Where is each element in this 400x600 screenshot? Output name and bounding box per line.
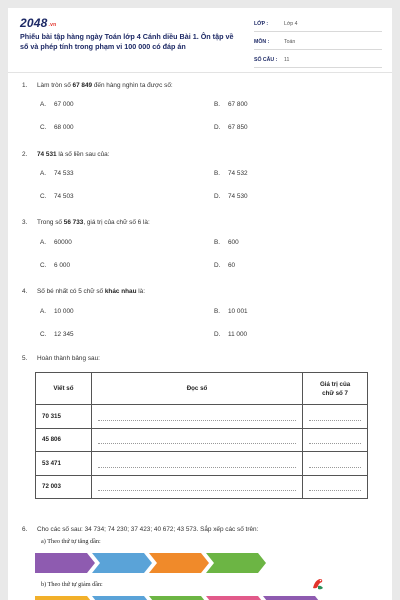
q3-option-b[interactable]: B. 600 [214,239,239,246]
q4-option-d[interactable]: D. 11 000 [214,331,248,338]
table-cell-number: 72 003 [36,475,92,499]
descending-label: b) Theo thứ tự giảm dần: [41,581,103,588]
reading-answer-field[interactable] [91,452,302,476]
question-6-stem: Cho các số sau: 34 734; 74 230; 37 423; 40 672; 43 573. Sắp xếp các số trên: [37,526,259,533]
worksheet-page: 2048.vn Phiếu bài tập hàng ngày Toán lớp 4 Cánh diều Bài 1. Ôn tập về số và phép tính trong phạm vi 100 000 có đáp án LỚP : Lớp 4 MÔN : Toán SỐ CÂU : 11 1. Làm tròn số 67 849 đến hàng nghìn ta được số: A. 67 000 B. 67 800 C. 68 000 D. 67 850 2. 74 531 là số liền sau của: A. 74 533 B. 74 532 C. 74 503 D. 74 530 3. Trong số 56 733, giá trị của chữ số 6 là: A. 60000 B. 600 C. 6 000 D. 60 4. Số bé nhất có 5 chữ số khác nhau là: A. 10 000 B. 10 001 C. 12 345 D. 11 000 5. Hoàn thành bảng sau: Viết số Đọc số Giá trị của chữ số 7 70 315 45 806 53 471 72 003 6. Cho các số sau: 34 734; 74 230; 37 423; 40 672; 43 573. Sắp xếp các số trên: a) Theo thứ tự tăng dần: b) Theo thứ tự giảm dần: [8,8,392,600]
digit-value-answer-field[interactable] [303,475,368,499]
q1-option-a[interactable]: A. 67 000 [40,101,74,108]
reading-answer-field[interactable] [91,405,302,429]
q2-option-c[interactable]: C. 74 503 [40,193,74,200]
question-1-stem: Làm tròn số 67 849 đến hàng nghìn ta được số: [37,82,173,89]
table-cell-number: 53 471 [36,452,92,476]
meta-question-count: SỐ CÂU : 11 [254,55,382,68]
header-divider [8,72,392,73]
answer-chevron-box[interactable] [263,596,325,600]
number-table [35,372,368,499]
question-5-stem: Hoàn thành bảng sau: [37,355,100,362]
answer-chevron-box[interactable] [149,596,211,600]
question-3-stem: Trong số 56 733, giá trị của chữ số 6 là: [37,219,150,226]
meta-class: LỚP : Lớp 4 [254,19,382,32]
answer-chevron-box[interactable] [206,596,268,600]
table-row [36,405,368,429]
digit-value-answer-field[interactable] [303,428,368,452]
q3-option-c[interactable]: C. 6 000 [40,262,70,269]
meta-subject: MÔN : Toán [254,37,382,50]
worksheet-title: Phiếu bài tập hàng ngày Toán lớp 4 Cánh diều Bài 1. Ôn tập về số và phép tính trong phạm vi 100 000 có đáp án [20,32,234,51]
question-2-stem: 74 531 là số liền sau của: [37,151,110,158]
table-cell-number: 45 806 [36,428,92,452]
q1-option-c[interactable]: C. 68 000 [40,124,74,131]
q2-option-d[interactable]: D. 74 530 [214,193,248,200]
digit-value-answer-field[interactable] [303,452,368,476]
q4-option-a[interactable]: A. 10 000 [40,308,74,315]
answer-chevron-box[interactable] [92,553,154,573]
col-header-written: Viết số [36,373,92,405]
worksheet-meta [254,19,382,73]
table-row [36,475,368,499]
site-logo[interactable]: 2048.vn [20,16,57,30]
reading-answer-field[interactable] [91,428,302,452]
descending-answer-arrows [35,596,375,600]
answer-chevron-box[interactable] [206,553,268,573]
answer-chevron-box[interactable] [92,596,154,600]
answer-chevron-box[interactable] [35,596,97,600]
q4-option-c[interactable]: C. 12 345 [40,331,74,338]
ascending-answer-arrows [35,553,325,573]
col-header-reading: Đọc số [91,373,302,405]
ascending-label: a) Theo thứ tự tăng dần: [41,538,101,545]
digit-value-answer-field[interactable] [303,405,368,429]
answer-chevron-box[interactable] [35,553,97,573]
table-header-row [36,373,368,405]
table-cell-number: 70 315 [36,405,92,429]
q2-option-a[interactable]: A. 74 533 [40,170,74,177]
q1-option-b[interactable]: B. 67 800 [214,101,248,108]
q4-option-b[interactable]: B. 10 001 [214,308,248,315]
table-row [36,452,368,476]
q2-option-b[interactable]: B. 74 532 [214,170,248,177]
worksheet-header [8,8,392,70]
mascot-icon [310,576,326,592]
col-header-digit-value: Giá trị của chữ số 7 [303,373,368,405]
question-4-stem: Số bé nhất có 5 chữ số khác nhau là: [37,288,146,295]
table-row [36,428,368,452]
q1-option-d[interactable]: D. 67 850 [214,124,248,131]
reading-answer-field[interactable] [91,475,302,499]
q3-option-a[interactable]: A. 60000 [40,239,72,246]
q3-option-d[interactable]: D. 60 [214,262,236,269]
answer-chevron-box[interactable] [149,553,211,573]
